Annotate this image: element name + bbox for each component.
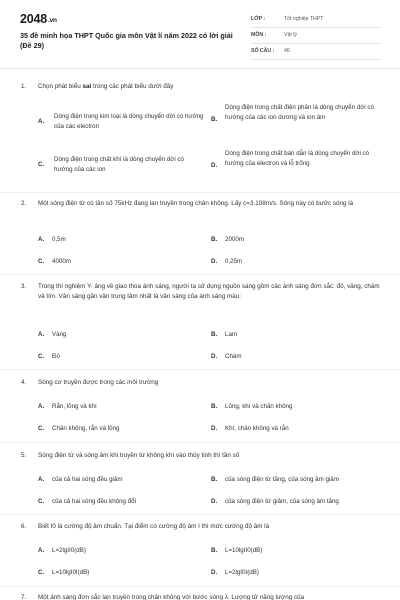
option-letter: C. xyxy=(38,353,45,360)
option-letter: C. xyxy=(38,258,45,265)
option-text: Dòng điện trong chất điện phân là dòng chuyển dời có hướng của các ion dương và ion âm xyxy=(225,104,374,121)
option-text: 2000m xyxy=(225,236,244,243)
option-text: của cả hai sóng đều giảm xyxy=(52,476,123,483)
question-number: 7. xyxy=(21,594,27,600)
option-letter: A. xyxy=(38,476,45,483)
question-header xyxy=(0,593,400,600)
option-text: L=2lgI0I(dB) xyxy=(225,569,259,576)
document-meta xyxy=(251,13,381,61)
meta-row-subject xyxy=(251,29,381,44)
question-3 xyxy=(0,282,400,360)
meta-value: Tốt nghiệp THPT xyxy=(284,16,324,22)
question-number: 6. xyxy=(21,523,27,530)
option-letter: D. xyxy=(211,569,218,576)
option-text: Dòng điện trong kim loại là dòng chuyển dời có hướng của các electron xyxy=(54,113,204,130)
question-text xyxy=(38,83,173,90)
question-header xyxy=(0,378,400,388)
meta-value: Vật lý xyxy=(284,32,297,38)
meta-label: MÔN : xyxy=(251,32,267,38)
question-5 xyxy=(0,451,400,505)
option-letter: B. xyxy=(211,547,218,554)
option-text: Rắn, lỏng và khí xyxy=(52,403,97,410)
option-text: Dòng điện trong chất khí là dòng chuyển dời có hướng của các ion xyxy=(54,156,184,173)
option-text: L=10lgII0(dB) xyxy=(225,547,263,554)
option-letter: B. xyxy=(211,116,218,123)
question-header xyxy=(0,82,400,92)
question-6 xyxy=(0,522,400,576)
option-text: Khí, chân không và rắn xyxy=(225,425,289,432)
question-text: Một sóng điện từ có tần số 75kHz đang lan truyền trong chân không. Lấy c=3.108m/s. Sóng này có bước sóng là xyxy=(38,200,354,207)
option-letter: C. xyxy=(38,498,45,505)
question-divider xyxy=(0,369,400,370)
option-letter: C. xyxy=(38,161,45,168)
question-divider xyxy=(0,192,400,193)
question-1 xyxy=(0,82,400,173)
question-text-part: trong các phát biểu dưới đây xyxy=(91,83,174,90)
option-text: 0,25m xyxy=(225,258,243,265)
question-number: 3. xyxy=(21,283,27,290)
option-text: của sóng điện từ giảm, của sóng âm tăng xyxy=(225,498,339,505)
question-number: 4. xyxy=(21,379,27,386)
meta-row-count xyxy=(251,45,381,60)
option-letter: D. xyxy=(211,425,218,432)
meta-value: 40 xyxy=(284,48,290,54)
option-text: Lỏng, khí và chân không xyxy=(225,403,293,410)
question-text: Một ánh sáng đơn sắc lan truyền trong chân không với bước sóng λ. Lượng tử năng lượng của xyxy=(38,594,305,600)
question-4 xyxy=(0,378,400,432)
meta-row-class xyxy=(251,13,381,28)
option-letter: A. xyxy=(38,118,45,125)
option-text: của cả hai sóng đều không đổi xyxy=(52,498,136,505)
question-text: Trong thí nghiệm Y- âng về giao thoa ánh sáng, người ta sử dụng nguồn sáng gồm các ánh sáng đơn sắc: đỏ, vàng, chàm và tím. Vân sáng gần vân trung tâm nhất là vân sáng của ánh sáng màu: xyxy=(38,283,380,300)
option-text: Chàm xyxy=(225,353,242,360)
option-text: Đỏ xyxy=(52,353,60,360)
question-2 xyxy=(0,199,400,265)
option-letter: B. xyxy=(211,476,218,483)
option-letter: D. xyxy=(211,258,218,265)
option-text: Lam xyxy=(225,331,238,338)
option-letter: C. xyxy=(38,425,45,432)
document-title: 35 đề minh họa THPT Quốc gia môn Vật lí năm 2022 có lời giải (Đề 29) xyxy=(20,31,233,50)
option-text: 0,5m xyxy=(52,236,66,243)
option-text: Vàng xyxy=(52,331,67,338)
question-text-bold: sai xyxy=(82,83,92,90)
header-divider xyxy=(0,68,400,69)
option-letter: A. xyxy=(38,547,45,554)
option-letter: B. xyxy=(211,236,218,243)
question-text: Sóng cơ truyền được trong các môi trường xyxy=(38,379,159,386)
option-text: Dòng điện trong chất bán dẫn là dòng chuyển dời có hướng của electron và lỗ trống xyxy=(225,150,370,167)
option-letter: A. xyxy=(38,331,45,338)
option-text: L=2lgII0(dB) xyxy=(52,547,86,554)
question-divider xyxy=(0,274,400,275)
site-logo[interactable] xyxy=(20,11,57,29)
question-header xyxy=(0,199,400,209)
question-text: Biết I0 là cường độ âm chuẩn. Tại điểm có cường độ âm I thì mức cường độ âm là xyxy=(38,523,270,530)
question-header xyxy=(0,282,400,302)
option-letter: D. xyxy=(211,162,218,169)
question-divider xyxy=(0,586,400,587)
option-text: 4000m xyxy=(52,258,71,265)
question-text-part: Chọn phát biểu xyxy=(38,83,83,90)
option-text: của sóng điện từ tăng, của sóng âm giảm xyxy=(225,476,339,483)
question-number: 2. xyxy=(21,200,27,207)
option-letter: D. xyxy=(211,498,218,505)
meta-label: SỐ CÂU : xyxy=(251,48,275,54)
option-letter: C. xyxy=(38,569,45,576)
option-text: L=10lgI0I(dB) xyxy=(52,569,90,576)
logo-suffix-text: .vn xyxy=(48,17,57,24)
option-letter: D. xyxy=(211,353,218,360)
meta-label: LỚP : xyxy=(251,16,266,22)
question-divider xyxy=(0,442,400,443)
option-letter: A. xyxy=(38,236,45,243)
question-header xyxy=(0,522,400,532)
question-number: 5. xyxy=(21,452,27,459)
question-text: Sóng điện từ và sóng âm khi truyền từ không khí vào thủy tinh thì tần số xyxy=(38,452,240,459)
option-letter: A. xyxy=(38,403,45,410)
option-letter: B. xyxy=(211,331,218,338)
option-text: Chân không, rắn và lỏng xyxy=(52,425,120,432)
question-header xyxy=(0,451,400,461)
question-number: 1. xyxy=(21,83,27,90)
option-letter: B. xyxy=(211,403,218,410)
question-7 xyxy=(0,593,400,600)
page-header xyxy=(0,0,400,68)
logo-main-text: 2048 xyxy=(20,12,48,26)
question-divider xyxy=(0,514,400,515)
